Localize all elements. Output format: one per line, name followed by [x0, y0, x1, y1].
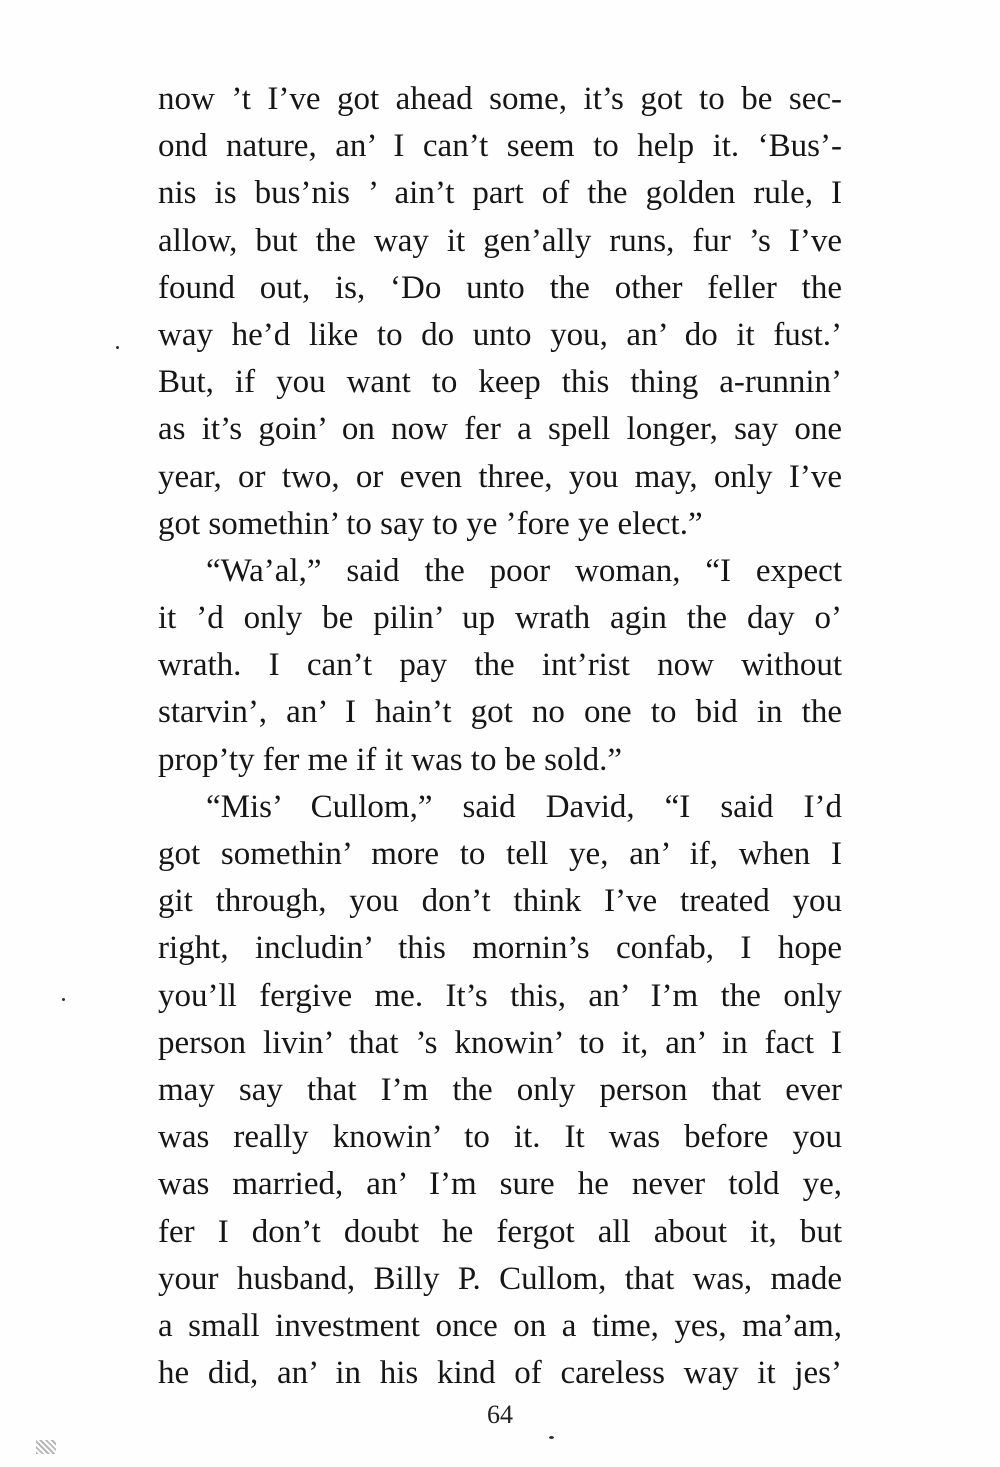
text-line: wrath. I can’t pay the int’rist now without: [158, 647, 842, 684]
text-line: person livin’ that ’s knowin’ to it, an’ in fact I: [158, 1024, 842, 1061]
text-line: as it’s goin’ on now fer a spell longer, say one: [158, 411, 842, 448]
text-line: right, includin’ this mornin’s confab, I hope: [158, 930, 842, 967]
text-line: allow, but the way it gen’ally runs, fur ’s I’ve: [158, 222, 842, 259]
scan-speck: [62, 998, 65, 1001]
scan-speck: [549, 1436, 554, 1439]
text-line: was married, an’ I’m sure he never told ye,: [158, 1166, 842, 1203]
text-line: you’ll fergive me. It’s this, an’ I’m the only: [158, 977, 842, 1014]
text-line: But, if you want to keep this thing a-runnin’: [158, 364, 842, 401]
text-line: ond nature, an’ I can’t seem to help it. ‘Bus’-: [158, 128, 842, 165]
text-line: it ’d only be pilin’ up wrath agin the day o’: [158, 600, 842, 637]
body-text: [158, 76, 842, 1397]
text-line: “Mis’ Cullom,” said David, “I said I’d: [206, 788, 842, 825]
text-line: found out, is, ‘Do unto the other feller the: [158, 269, 842, 306]
text-line: now ’t I’ve got ahead some, it’s got to be sec-: [158, 81, 842, 117]
text-line: nis is bus’nis ’ ain’t part of the golden rule, I: [158, 175, 842, 212]
text-line: git through, you don’t think I’ve treated you: [158, 883, 842, 920]
text-line: year, or two, or even three, you may, only I’ve: [158, 458, 842, 495]
text-line: was really knowin’ to it. It was before you: [158, 1119, 842, 1156]
scan-speck: [116, 346, 119, 349]
text-line: “Wa’al,” said the poor woman, “I expect: [206, 552, 842, 589]
text-line: got somethin’ more to tell ye, an’ if, when I: [158, 836, 842, 872]
text-line: way he’d like to do unto you, an’ do it fust.’: [158, 316, 842, 353]
page-number: 64: [487, 1400, 513, 1429]
text-line: a small investment once on a time, yes, ma’am,: [158, 1307, 842, 1344]
scan-smudge: [36, 1440, 56, 1454]
text-line: he did, an’ in his kind of careless way it jes’: [158, 1355, 842, 1392]
text-line: your husband, Billy P. Cullom, that was, made: [158, 1260, 842, 1297]
text-line: fer I don’t doubt he fergot all about it, but: [158, 1213, 842, 1250]
text-line: starvin’, an’ I hain’t got no one to bid in the: [158, 694, 842, 731]
text-line: got somethin’ to say to ye ’fore ye elect.”: [158, 505, 703, 542]
text-line: prop’ty fer me if it was to be sold.”: [158, 741, 623, 778]
text-line: may say that I’m the only person that ever: [158, 1071, 842, 1108]
